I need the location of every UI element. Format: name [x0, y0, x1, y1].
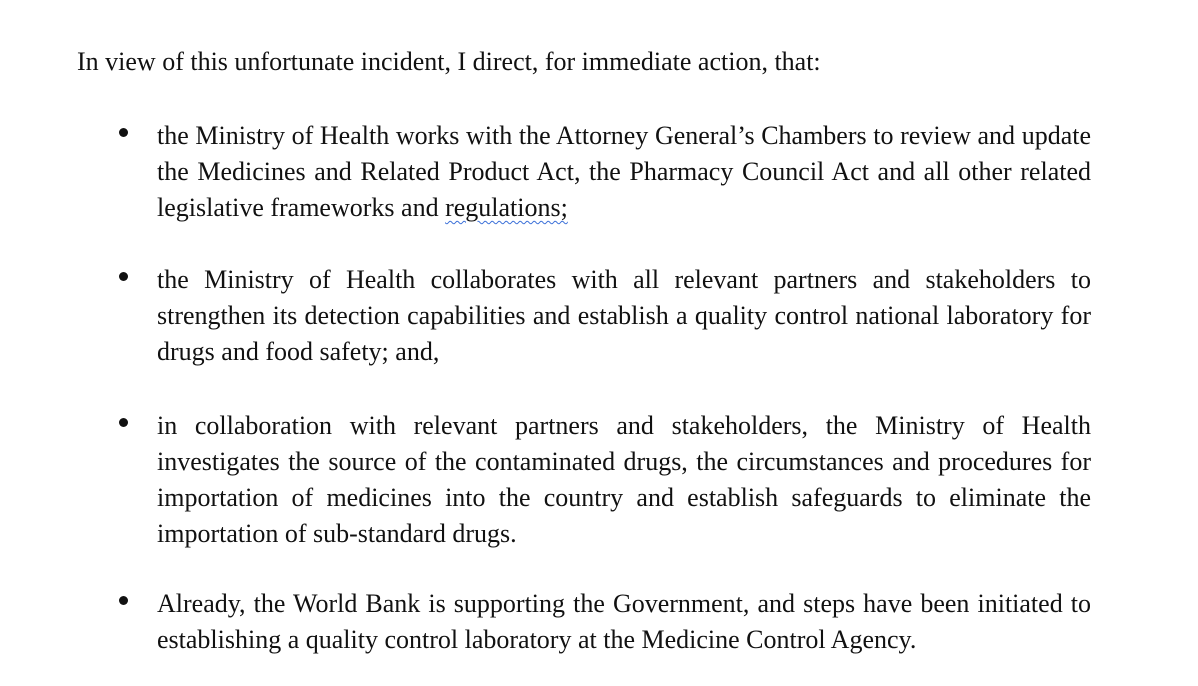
bullet-icon — [119, 272, 128, 281]
list-item-text — [157, 118, 1091, 226]
list-item-text: the Ministry of Health collaborates with all relevant partners and stakeholders to strengthen its detection capabilities and establish a quality control national laboratory for drugs and food safety; and, — [157, 265, 1091, 366]
intro-paragraph: In view of this unfortunate incident, I direct, for immediate action, that: — [77, 47, 821, 76]
spellcheck-flagged-word[interactable]: regulations; — [445, 193, 568, 222]
list-item-text-main: the Ministry of Health works with the Attorney General’s Chambers to review and update the Medicines and Related Product Act, the Pharmacy Council Act and all other related legislative frameworks and — [157, 121, 1091, 222]
list-item-text: in collaboration with relevant partners and stakeholders, the Ministry of Health investigates the source of the contaminated drugs, the circumstances and procedures for importation of medicines into the country and establish safeguards to eliminate the importation of sub-standard drugs. — [157, 411, 1091, 548]
bullet-icon — [119, 596, 128, 605]
list-item-text: Already, the World Bank is supporting the Government, and steps have been initiated to establishing a quality control laboratory at the Medicine Control Agency. — [157, 589, 1091, 654]
bullet-icon — [119, 418, 128, 427]
bullet-icon — [119, 128, 128, 137]
